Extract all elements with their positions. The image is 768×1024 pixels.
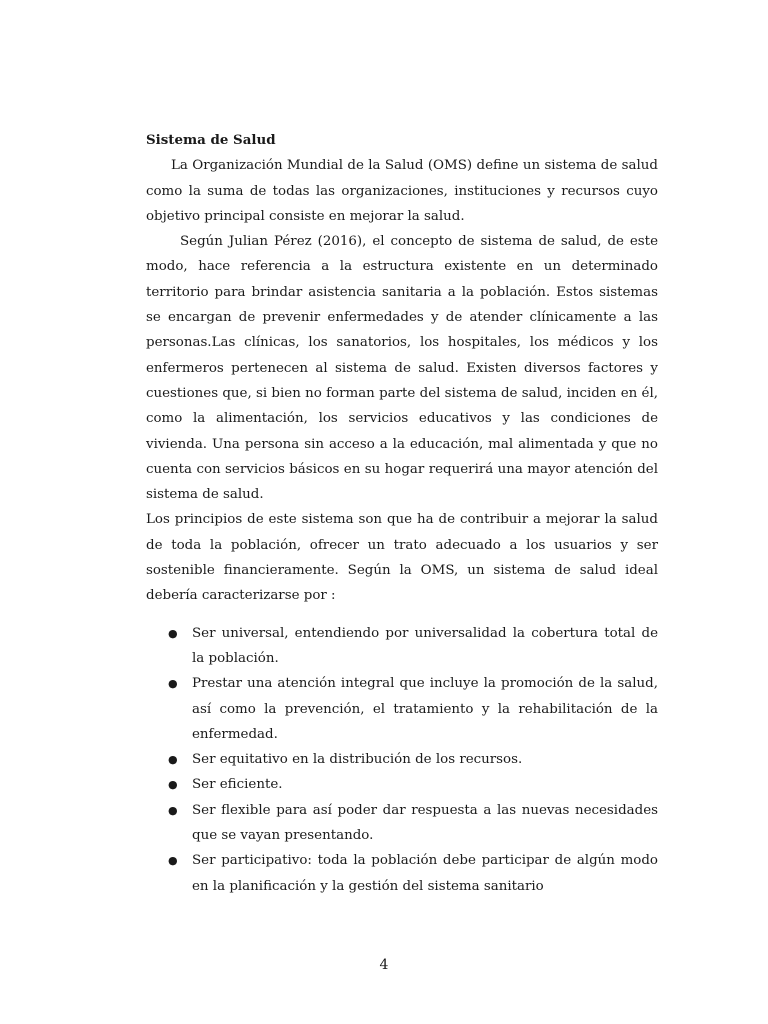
document-body (146, 128, 658, 899)
characteristics-list (146, 621, 658, 899)
list-item-text: Ser equitativo en la distribución de los recursos. (192, 752, 523, 768)
page-number: 4 (379, 957, 389, 973)
section-heading: Sistema de Salud (146, 132, 276, 148)
list-item-text: Ser participativo: toda la población debe participar de algún modo en la planificación y la gestión del sistema sanitario (192, 853, 658, 894)
list-item (146, 747, 658, 772)
list-item (146, 798, 658, 849)
list-item-text: Ser flexible para así poder dar respuesta a las nuevas necesidades que se vayan presentando. (192, 802, 658, 844)
list-item-text: Prestar una atención integral que incluye la promoción de la salud, así como la prevención, el tratamiento y la rehabilitación de la enfermedad. (192, 676, 658, 742)
bullet-icon: ● (168, 753, 178, 767)
bullet-icon: ● (168, 626, 178, 640)
bullet-icon: ● (168, 677, 178, 691)
paragraph-principles: Los principios de este sistema son que ha de contribuir a mejorar la salud de toda la población, ofrecer un trato adecuado a los usuarios y ser sostenible financieramente. Según la OMS, un sistema de salud ideal debería caracterizarse por : (146, 512, 658, 604)
paragraph-perez-concept: Según Julian Pérez (2016), el concepto de sistema de salud, de este modo, hace referencia a la estructura existente en un determinado territorio para brindar asistencia sanitaria a la población. Estos sistemas se encargan de prevenir enfermedades y de atender clínicamente a las personas.Las clínicas, los sanatorios, los hospitales, los médicos y los enfermeros pertenecen al sistema de salud. Existen diversos factores y cuestiones que, si bien no forman parte del sistema de salud, inciden en él, como la alimentación, los servicios educativos y las condiciones de vivienda. Una persona sin acceso a la educación, mal alimentada y que no cuenta con servicios básicos en su hogar requerirá una mayor atención del sistema de salud. (146, 234, 658, 503)
bullet-icon: ● (168, 803, 178, 817)
list-item-text: Ser universal, entendiendo por universalidad la cobertura total de la población. (192, 625, 658, 666)
paragraph-oms-definition: La Organización Mundial de la Salud (OMS) define un sistema de salud como la suma de todas las organizaciones, instituciones y recursos cuyo objetivo principal consiste en mejorar la salud. (146, 158, 658, 224)
list-item (146, 772, 658, 797)
bullet-icon: ● (168, 854, 178, 868)
list-item (146, 621, 658, 672)
list-item (146, 671, 658, 747)
bullet-icon: ● (168, 778, 178, 792)
list-item-text: Ser eficiente. (192, 777, 283, 793)
list-item (146, 848, 658, 899)
